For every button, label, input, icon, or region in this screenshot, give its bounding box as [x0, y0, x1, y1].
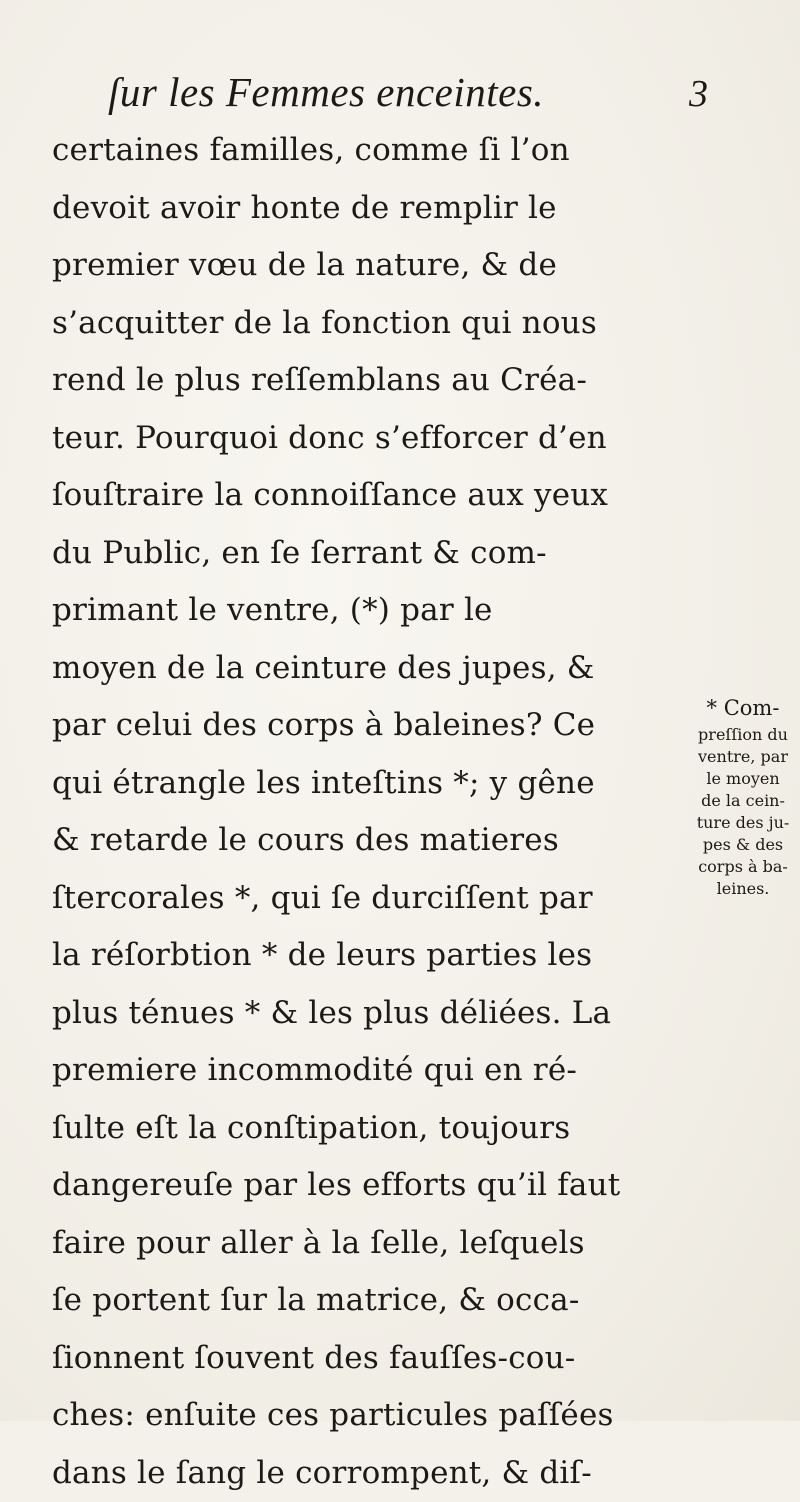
- text-line: ſulte eſt la conſtipation, toujours: [52, 1100, 752, 1158]
- page-number: 3: [689, 72, 708, 116]
- text-line: premiere incommodité qui en ré-: [52, 1042, 752, 1100]
- body-text: [52, 122, 752, 1502]
- text-line: rend le plus reſſemblans au Créa-: [52, 352, 752, 410]
- margin-note-line: ventre, par: [690, 746, 796, 768]
- text-line: ſe portent ſur la matrice, & occa-: [52, 1272, 752, 1330]
- text-line: plus ténues * & les plus déliées. La: [52, 985, 752, 1043]
- text-line: du Public, en ſe ſerrant & com-: [52, 525, 752, 583]
- running-title: ſur les Femmes enceintes.: [108, 68, 544, 116]
- text-line: faire pour aller à la ſelle, leſquels: [52, 1215, 752, 1273]
- margin-note-line: leines.: [690, 878, 796, 900]
- text-line: s’acquitter de la fonction qui nous: [52, 295, 752, 353]
- text-line: ſionnent ſouvent des fauſſes-cou-: [52, 1330, 752, 1388]
- margin-note-line: de la cein-: [690, 790, 796, 812]
- margin-note-line: le moyen: [690, 768, 796, 790]
- text-line: ches: enſuite ces particules paſſées: [52, 1387, 752, 1445]
- margin-note-line: preſſion du: [690, 724, 796, 746]
- margin-note-line: * Com-: [690, 692, 796, 724]
- text-line: devoit avoir honte de remplir le: [52, 180, 752, 238]
- margin-note: [690, 692, 796, 900]
- text-line: certaines familles, comme ſi l’on: [52, 122, 752, 180]
- margin-note-line: pes & des: [690, 834, 796, 856]
- text-line: ſouſtraire la connoiſſance aux yeux: [52, 467, 752, 525]
- text-line: primant le ventre, (*) par le: [52, 582, 752, 640]
- text-line: qui étrangle les inteſtins *; y gêne: [52, 755, 752, 813]
- text-line: ſtercorales *, qui ſe durciſſent par: [52, 870, 752, 928]
- text-line: moyen de la ceinture des jupes, &: [52, 640, 752, 698]
- text-line: la réſorbtion * de leurs parties les: [52, 927, 752, 985]
- text-line: par celui des corps à baleines? Ce: [52, 697, 752, 755]
- margin-note-line: corps à ba-: [690, 856, 796, 878]
- margin-note-line: ture des ju-: [690, 812, 796, 834]
- text-line: dangereuſe par les efforts qu’il faut: [52, 1157, 752, 1215]
- text-line: teur. Pourquoi donc s’efforcer d’en: [52, 410, 752, 468]
- text-line: & retarde le cours des matieres: [52, 812, 752, 870]
- text-line: premier vœu de la nature, & de: [52, 237, 752, 295]
- text-line: dans le ſang le corrompent, & diſ-: [52, 1445, 752, 1502]
- running-head: [108, 68, 708, 128]
